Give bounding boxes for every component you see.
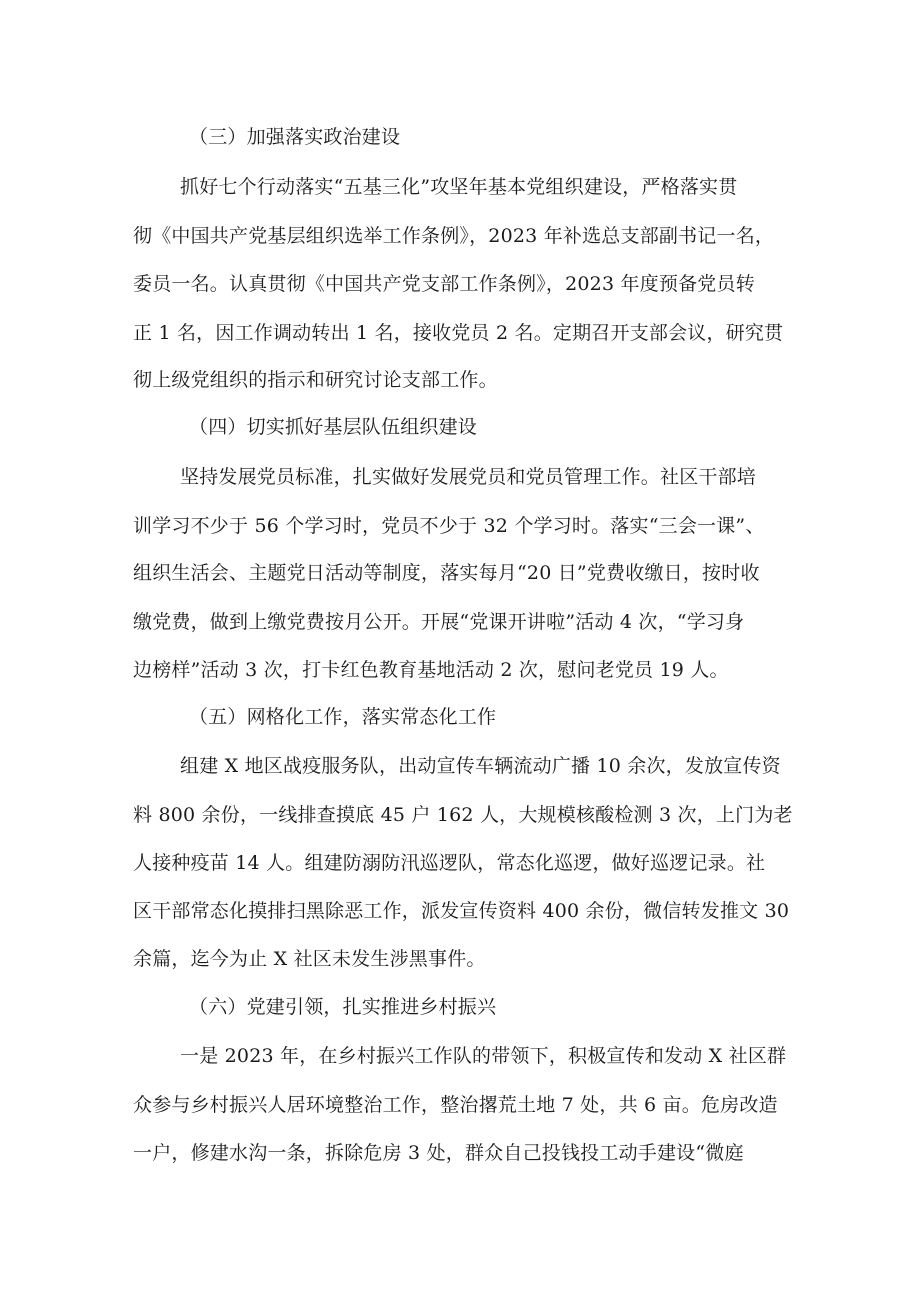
paragraph-line: 边榜样”活动 3 次，打卡红色教育基地活动 2 次，慰问老党员 19 人。	[133, 659, 729, 681]
section-heading: （四）切实抓好基层队伍组织建设	[189, 416, 478, 438]
paragraph-line: 缴党费，做到上缴党费按月公开。开展“党课开讲啦”活动 4 次，“学习身	[133, 611, 745, 633]
paragraph-line: 组建 X 地区战疫服务队，出动宣传车辆流动广播 10 余次，发放宣传资	[180, 755, 781, 777]
paragraph-line: 料 800 余份，一线排查摸底 45 户 162 人，大规模核酸检测 3 次，上门为老	[133, 804, 793, 826]
paragraph-line: 坚持发展党员标准，扎实做好发展党员和党员管理工作。社区干部培	[180, 466, 757, 488]
paragraph-line: 余篇，迄今为止 X 社区未发生涉黑事件。	[133, 948, 486, 970]
section-heading: （三）加强落实政治建设	[189, 126, 401, 148]
paragraph-line: 人接种疫苗 14 人。组建防溺防汛巡逻队，常态化巡逻，做好巡逻记录。社	[133, 852, 766, 874]
paragraph-line: 组织生活会、主题党日活动等制度，落实每月“20 日”党费收缴日，按时收	[133, 562, 760, 584]
paragraph-line: 众参与乡村振兴人居环境整治工作，整治撂荒土地 7 处，共 6 亩。危房改造	[133, 1094, 778, 1116]
section-heading: （五）网格化工作，落实常态化工作	[189, 706, 497, 728]
paragraph-line: 训学习不少于 56 个学习时，党员不少于 32 个学习时。落实“三会一课”、	[133, 515, 765, 537]
paragraph-line: 正 1 名，因工作调动转出 1 名，接收党员 2 名。定期召开支部会议，研究贯	[133, 322, 784, 344]
paragraph-line: 区干部常态化摸排扫黑除恶工作，派发宣传资料 400 余份，微信转发推文 30	[133, 900, 790, 922]
paragraph-line: 委员一名。认真贯彻《中国共产党支部工作条例》，2023 年度预备党员转	[133, 273, 755, 295]
paragraph-line: 彻《中国共产党基层组织选举工作条例》，2023 年补选总支部副书记一名，	[133, 225, 775, 247]
paragraph-line: 抓好七个行动落实“五基三化”攻坚年基本党组织建设，严格落实贯	[180, 176, 738, 198]
paragraph-line: 一是 2023 年，在乡村振兴工作队的带领下，积极宣传和发动 X 社区群	[180, 1045, 787, 1067]
paragraph-line: 彻上级党组织的指示和研究讨论支部工作。	[133, 369, 498, 391]
section-heading: （六）党建引领，扎实推进乡村振兴	[189, 996, 497, 1018]
paragraph-line: 一户，修建水沟一条，拆除危房 3 处，群众自己投钱投工动手建设“微庭	[133, 1142, 744, 1164]
